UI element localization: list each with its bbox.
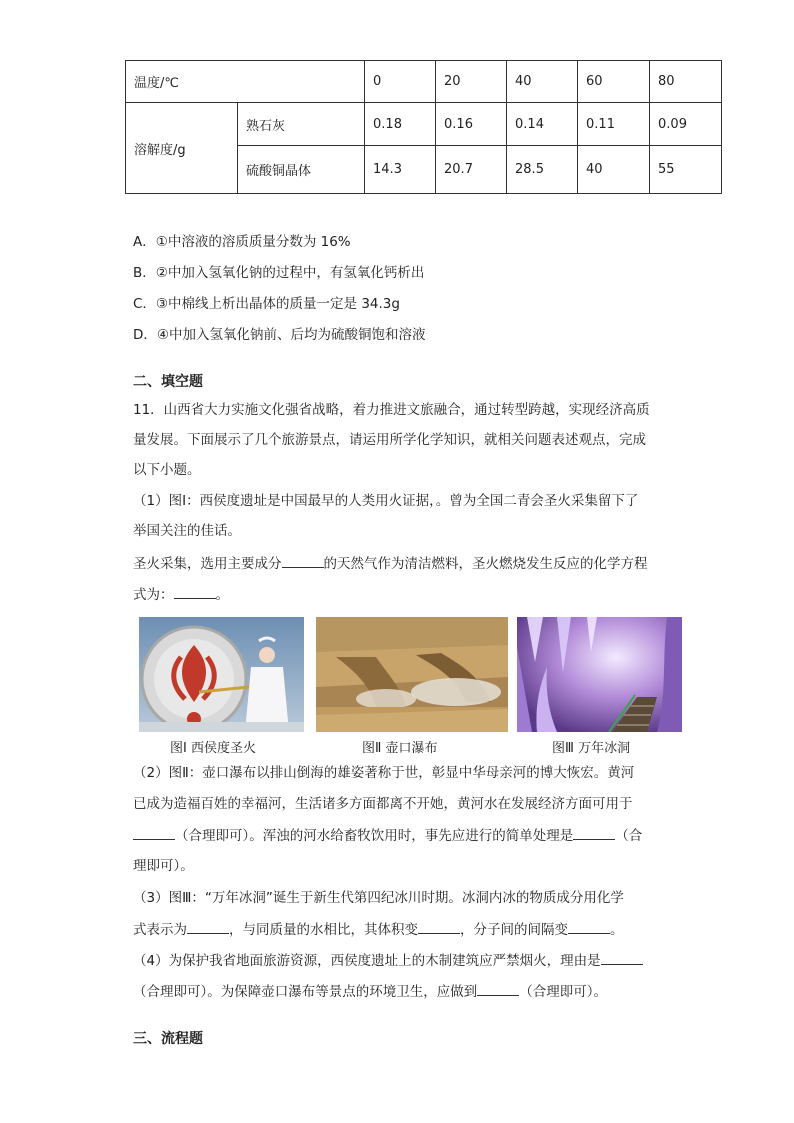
q11-part2-line	[133, 825, 642, 846]
option-b: B．②中加入氢氧化钠的过程中，有氢氧化钙析出	[133, 265, 425, 281]
q11-part1-line	[133, 553, 648, 574]
caption-figure-2: 图Ⅱ 壶口瀑布	[362, 741, 438, 756]
waterfall-image	[316, 617, 508, 732]
table-cell: 60	[578, 61, 650, 103]
answer-blank[interactable]	[187, 919, 229, 934]
table-cell: 80	[650, 61, 722, 103]
substance-name: 熟石灰	[238, 103, 365, 146]
photo-torch-lighting	[139, 617, 304, 732]
q11-part2-line: （2）图Ⅱ：壶口瀑布以排山倒海的雄姿著称于世，彰显中华母亲河的博大恢宏。黄河	[133, 765, 635, 781]
q11-intro-line: 11．山西省大力实施文化强省战略，着力推进文旅融合，通过转型跨越，实现经济高质	[133, 402, 650, 418]
q11-part4-line	[133, 981, 607, 1002]
torch-image	[139, 617, 304, 732]
answer-blank[interactable]	[418, 919, 460, 934]
solubility-table	[125, 60, 722, 194]
text-segment: （合理即可）。浑浊的河水给畜牧饮用时，事先应进行的简单处理是	[175, 828, 574, 844]
q11-part1-line: 举国关注的佳话。	[133, 523, 241, 539]
text-segment: ，与同质量的水相比，其体积变	[229, 922, 418, 938]
photo-ice-cave	[517, 617, 682, 732]
q11-intro-line: 量发展。下面展示了几个旅游景点，请运用所学化学知识，就相关问题表述观点，完成	[133, 432, 646, 448]
table-cell: 0	[365, 61, 436, 103]
table-cell: 14.3	[365, 146, 436, 194]
table-cell: 40	[578, 146, 650, 194]
table-cell: 40	[507, 61, 578, 103]
q11-part3-line	[133, 919, 624, 940]
answer-blank[interactable]	[477, 981, 519, 996]
table-cell: 0.11	[578, 103, 650, 146]
q11-part2-line: 已成为造福百姓的幸福河，生活诸多方面都离不开她，黄河水在发展经济方面可用于	[133, 796, 633, 812]
text-segment: （4）为保护我省地面旅游资源，西侯度遗址上的木制建筑应严禁烟火，理由是	[133, 953, 601, 969]
answer-blank[interactable]	[282, 553, 324, 568]
text-segment: 的天然气作为清洁燃料，圣火燃烧发生反应的化学方程	[323, 556, 648, 572]
q11-part2-line: 理即可）。	[133, 858, 194, 874]
q11-part3-line: （3）图Ⅲ：“万年冰洞”诞生于新生代第四纪冰川时期。冰洞内冰的物质成分用化学	[133, 890, 624, 906]
table-cell: 0.18	[365, 103, 436, 146]
text-segment: 式表示为	[133, 922, 187, 938]
caption-figure-3: 图Ⅲ 万年冰洞	[552, 741, 631, 756]
table-row	[126, 61, 722, 103]
caption-figure-1: 图Ⅰ 西侯度圣火	[170, 741, 256, 756]
answer-blank[interactable]	[174, 584, 216, 599]
text-segment: 圣火采集，选用主要成分	[133, 556, 282, 572]
answer-blank[interactable]	[601, 950, 643, 965]
ice-cave-image	[517, 617, 682, 732]
section-heading-process: 三、流程题	[133, 1031, 203, 1047]
table-cell: 28.5	[507, 146, 578, 194]
q11-part1-line	[133, 584, 229, 605]
table-cell: 55	[650, 146, 722, 194]
table-cell: 0.14	[507, 103, 578, 146]
option-a: A．①中溶液的溶质质量分数为 16%	[133, 234, 351, 250]
q11-intro-line: 以下小题。	[133, 462, 201, 478]
option-d: D．④中加入氢氧化钠前、后均为硫酸铜饱和溶液	[133, 327, 426, 343]
text-segment: 。	[610, 922, 624, 938]
text-segment: 式为：	[133, 587, 174, 603]
table-cell: 0.16	[436, 103, 507, 146]
solubility-header: 溶解度/g	[126, 103, 238, 194]
temperature-header: 温度/℃	[126, 61, 365, 103]
q11-part1-line: （1）图Ⅰ：西侯度遗址是中国最早的人类用火证据，。曾为全国二青会圣火采集留下了	[133, 493, 639, 509]
q11-part4-line	[133, 950, 643, 971]
text-segment: （合	[615, 828, 643, 844]
substance-name: 硫酸铜晶体	[238, 146, 365, 194]
text-segment: （合理即可）。	[519, 984, 607, 1000]
option-c: C．③中棉线上析出晶体的质量一定是 34.3g	[133, 296, 400, 312]
table-cell: 0.09	[650, 103, 722, 146]
photo-hukou-waterfall	[316, 617, 508, 732]
answer-blank[interactable]	[568, 919, 610, 934]
table-cell: 20	[436, 61, 507, 103]
text-segment: ，分子间的间隔变	[460, 922, 568, 938]
table-row	[126, 103, 722, 146]
text-segment: （合理即可）。为保障壶口瀑布等景点的环境卫生，应做到	[133, 984, 478, 1000]
table-cell: 20.7	[436, 146, 507, 194]
answer-blank[interactable]	[133, 825, 175, 840]
section-heading-fill-blank: 二、填空题	[133, 374, 203, 390]
text-segment: 。	[215, 587, 229, 603]
answer-blank[interactable]	[573, 825, 615, 840]
